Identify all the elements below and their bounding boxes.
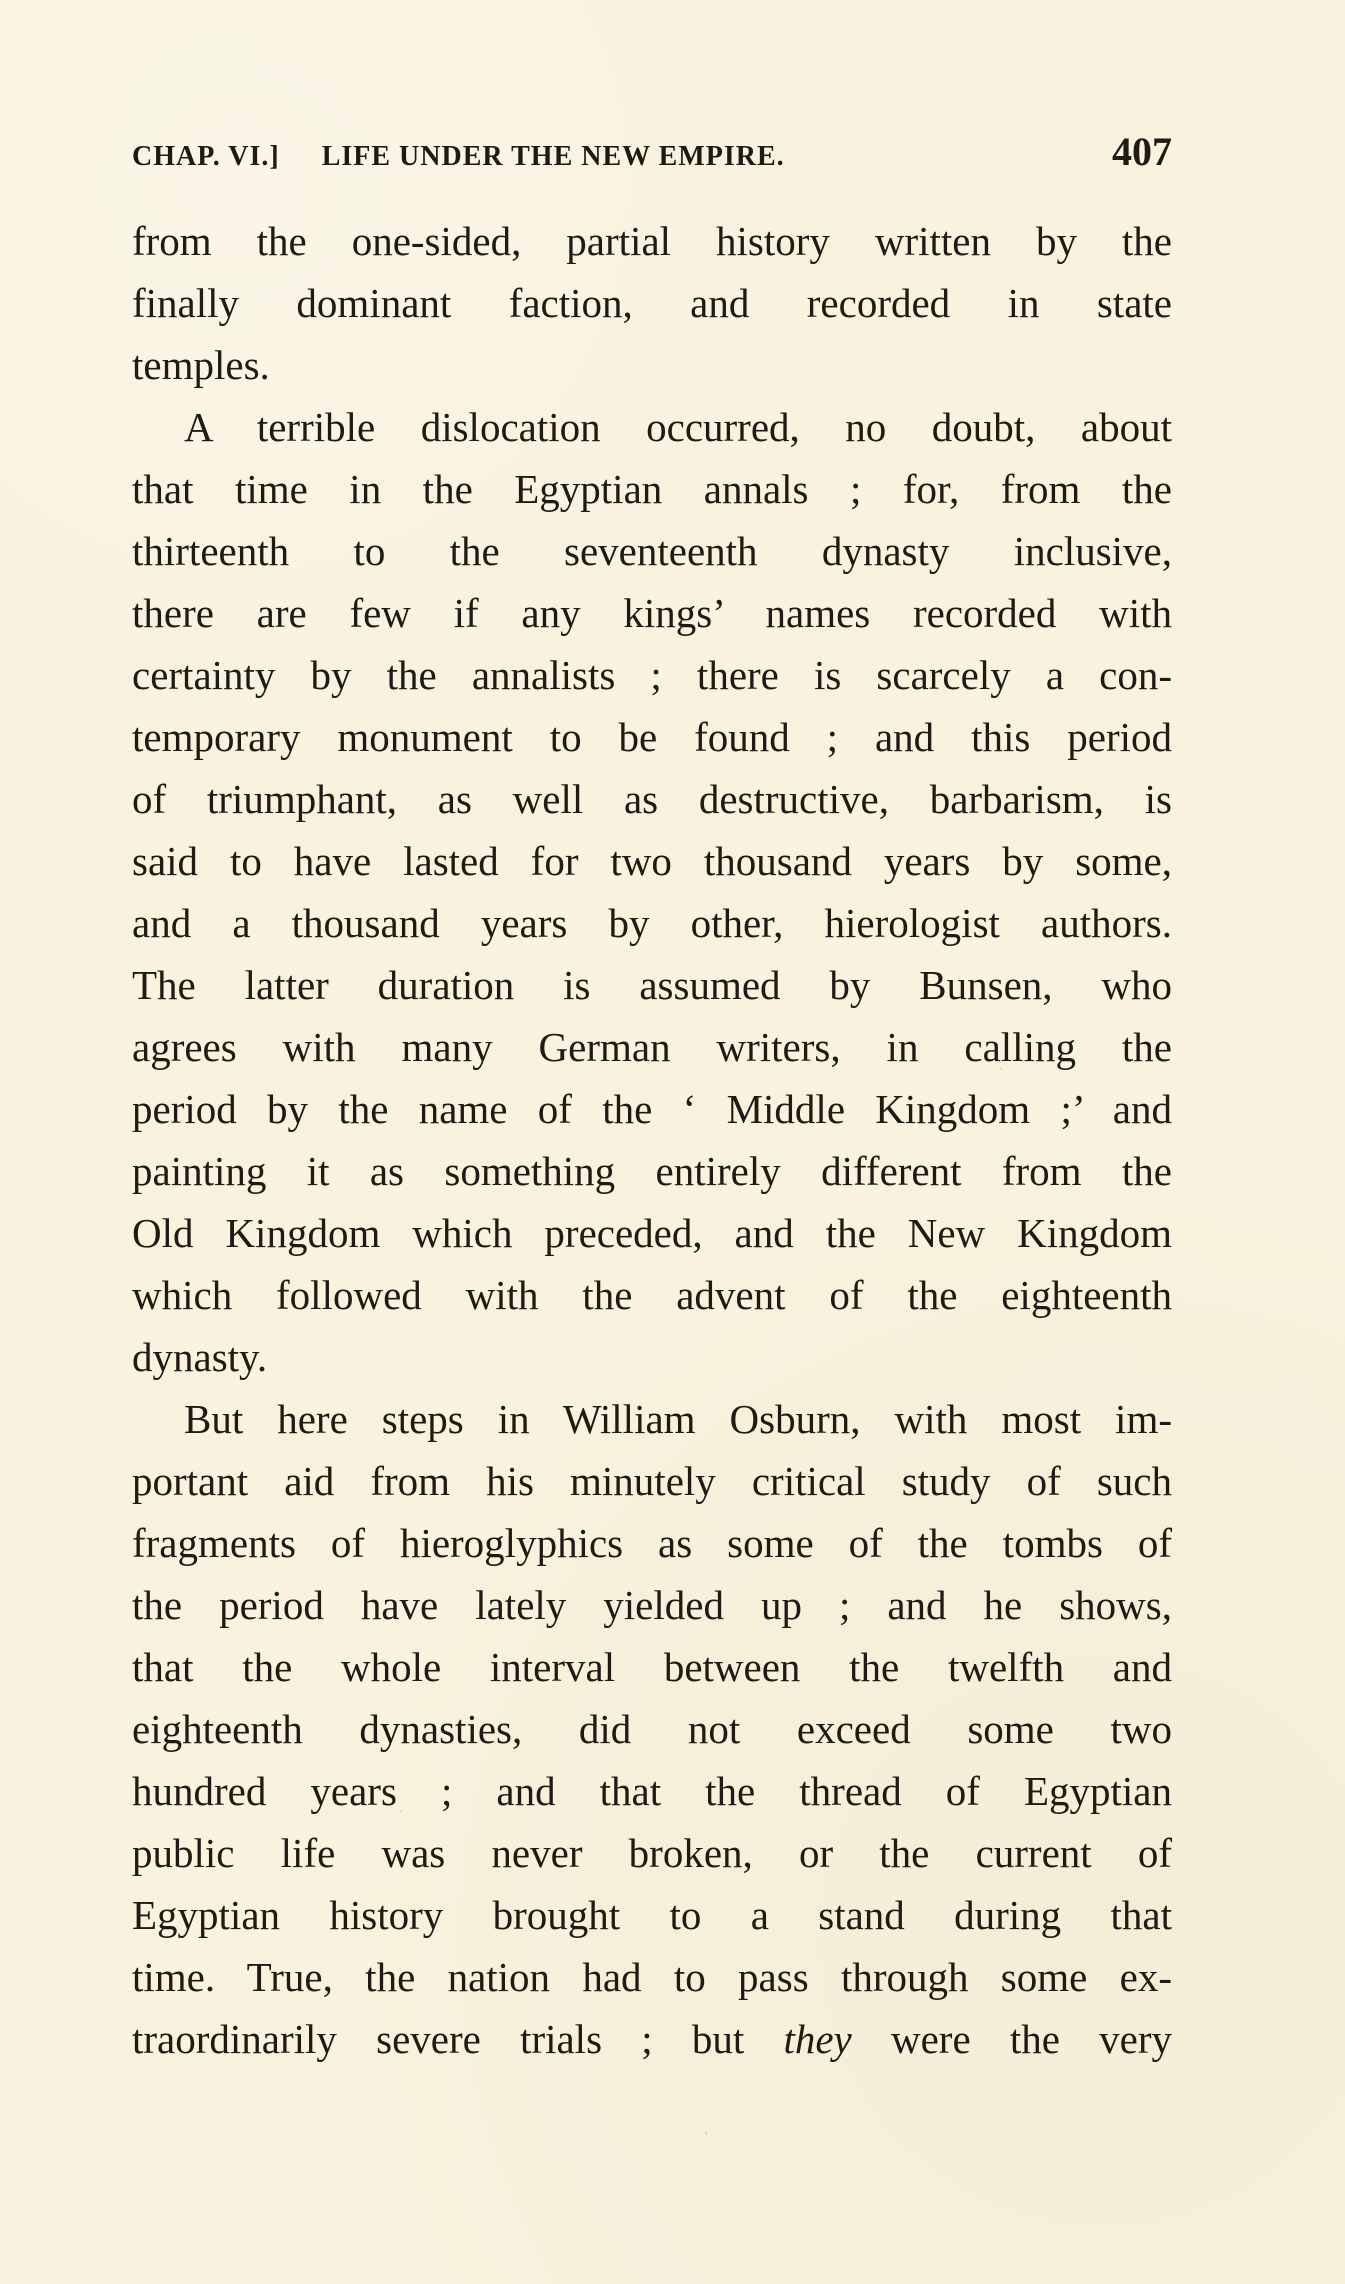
text-line-11-content: said to have lasted for two thousand years by some, xyxy=(132,838,1172,884)
emphasized-word: they xyxy=(783,2016,852,2062)
text-line-3-content: temples. xyxy=(132,342,270,388)
text-line-6 xyxy=(132,520,1172,582)
text-line-2 xyxy=(132,272,1172,334)
text-line-20 xyxy=(132,1388,1172,1450)
text-line-13 xyxy=(132,954,1172,1016)
text-line-20-content: But here steps in William Osburn, with most im- xyxy=(184,1396,1172,1442)
text-line-16 xyxy=(132,1140,1172,1202)
text-line-25-content: eighteenth dynasties, did not exceed some two xyxy=(132,1706,1172,1752)
text-line-15 xyxy=(132,1078,1172,1140)
text-line-11 xyxy=(132,830,1172,892)
text-line-27-content: public life was never broken, or the current of xyxy=(132,1830,1172,1876)
text-line-5-content: that time in the Egyptian annals ; for, from the xyxy=(132,466,1172,512)
text-line-23 xyxy=(132,1574,1172,1636)
text-line-9-content: temporary monument to be found ; and this period xyxy=(132,714,1172,760)
text-line-25 xyxy=(132,1698,1172,1760)
text-line-28-content: Egyptian history brought to a stand during that xyxy=(132,1892,1172,1938)
text-line-30-part-2: were the very xyxy=(890,2016,1173,2062)
text-line-24-content: that the whole interval between the twelfth and xyxy=(132,1644,1172,1690)
text-line-18 xyxy=(132,1264,1172,1326)
text-line-24 xyxy=(132,1636,1172,1698)
text-line-22-content: fragments of hieroglyphics as some of the tombs of xyxy=(132,1520,1172,1566)
text-line-12 xyxy=(132,892,1172,954)
text-line-10-content: of triumphant, as well as destructive, barbarism, is xyxy=(132,776,1172,822)
text-line-12-content: and a thousand years by other, hierologist authors. xyxy=(132,900,1172,946)
text-line-28 xyxy=(132,1884,1172,1946)
text-line-7-content: there are few if any kings’ names recorded with xyxy=(132,590,1172,636)
chapter-label: CHAP. VI.] xyxy=(132,141,280,172)
text-line-27 xyxy=(132,1822,1172,1884)
text-line-6-content: thirteenth to the seventeenth dynasty inclusive, xyxy=(132,528,1172,574)
text-line-14 xyxy=(132,1016,1172,1078)
text-line-1-content: from the one-sided, partial history written by the xyxy=(132,218,1172,264)
text-line-16-content: painting it as something entirely different from the xyxy=(132,1148,1172,1194)
text-line-15-content: period by the name of the ‘ Middle Kingdom ;’ and xyxy=(132,1086,1172,1132)
body-text xyxy=(132,210,1172,2070)
text-line-4 xyxy=(132,396,1172,458)
text-line-21-content: portant aid from his minutely critical study of such xyxy=(132,1458,1172,1504)
text-line-17 xyxy=(132,1202,1172,1264)
text-line-30-content xyxy=(132,2008,1172,2070)
running-title: LIFE UNDER THE NEW EMPIRE. xyxy=(321,141,785,172)
text-line-5 xyxy=(132,458,1172,520)
text-line-22 xyxy=(132,1512,1172,1574)
text-line-26-content: hundred years ; and that the thread of Egyptian xyxy=(132,1768,1172,1814)
text-line-29-content: time. True, the nation had to pass through some ex- xyxy=(132,1954,1172,2000)
text-line-29 xyxy=(132,1946,1172,2008)
text-line-23-content: the period have lately yielded up ; and he shows, xyxy=(132,1582,1172,1628)
text-line-18-content: which followed with the advent of the eighteenth xyxy=(132,1272,1172,1318)
text-line-30 xyxy=(132,2008,1172,2070)
text-line-3 xyxy=(132,334,1172,396)
text-line-7 xyxy=(132,582,1172,644)
text-line-8-content: certainty by the annalists ; there is scarcely a con- xyxy=(132,652,1172,698)
text-line-14-content: agrees with many German writers, in calling the xyxy=(132,1024,1172,1070)
text-line-1 xyxy=(132,210,1172,272)
text-line-4-content: A terrible dislocation occurred, no doubt, about xyxy=(184,404,1172,450)
text-line-2-content: finally dominant faction, and recorded in state xyxy=(132,280,1172,326)
text-line-30-part-1: traordinarily severe trials ; but xyxy=(132,2016,745,2062)
text-line-26 xyxy=(132,1760,1172,1822)
text-line-19-content: dynasty. xyxy=(132,1334,268,1380)
text-line-10 xyxy=(132,768,1172,830)
page-number: 407 xyxy=(1112,129,1172,174)
text-line-21 xyxy=(132,1450,1172,1512)
text-line-17-content: Old Kingdom which preceded, and the New Kingdom xyxy=(132,1210,1172,1256)
text-line-9 xyxy=(132,706,1172,768)
page-header xyxy=(132,128,1172,184)
header-left-group xyxy=(132,141,785,173)
text-line-8 xyxy=(132,644,1172,706)
text-line-19 xyxy=(132,1326,1172,1388)
paper-speck xyxy=(705,2132,707,2135)
text-line-13-content: The latter duration is assumed by Bunsen, who xyxy=(132,962,1172,1008)
